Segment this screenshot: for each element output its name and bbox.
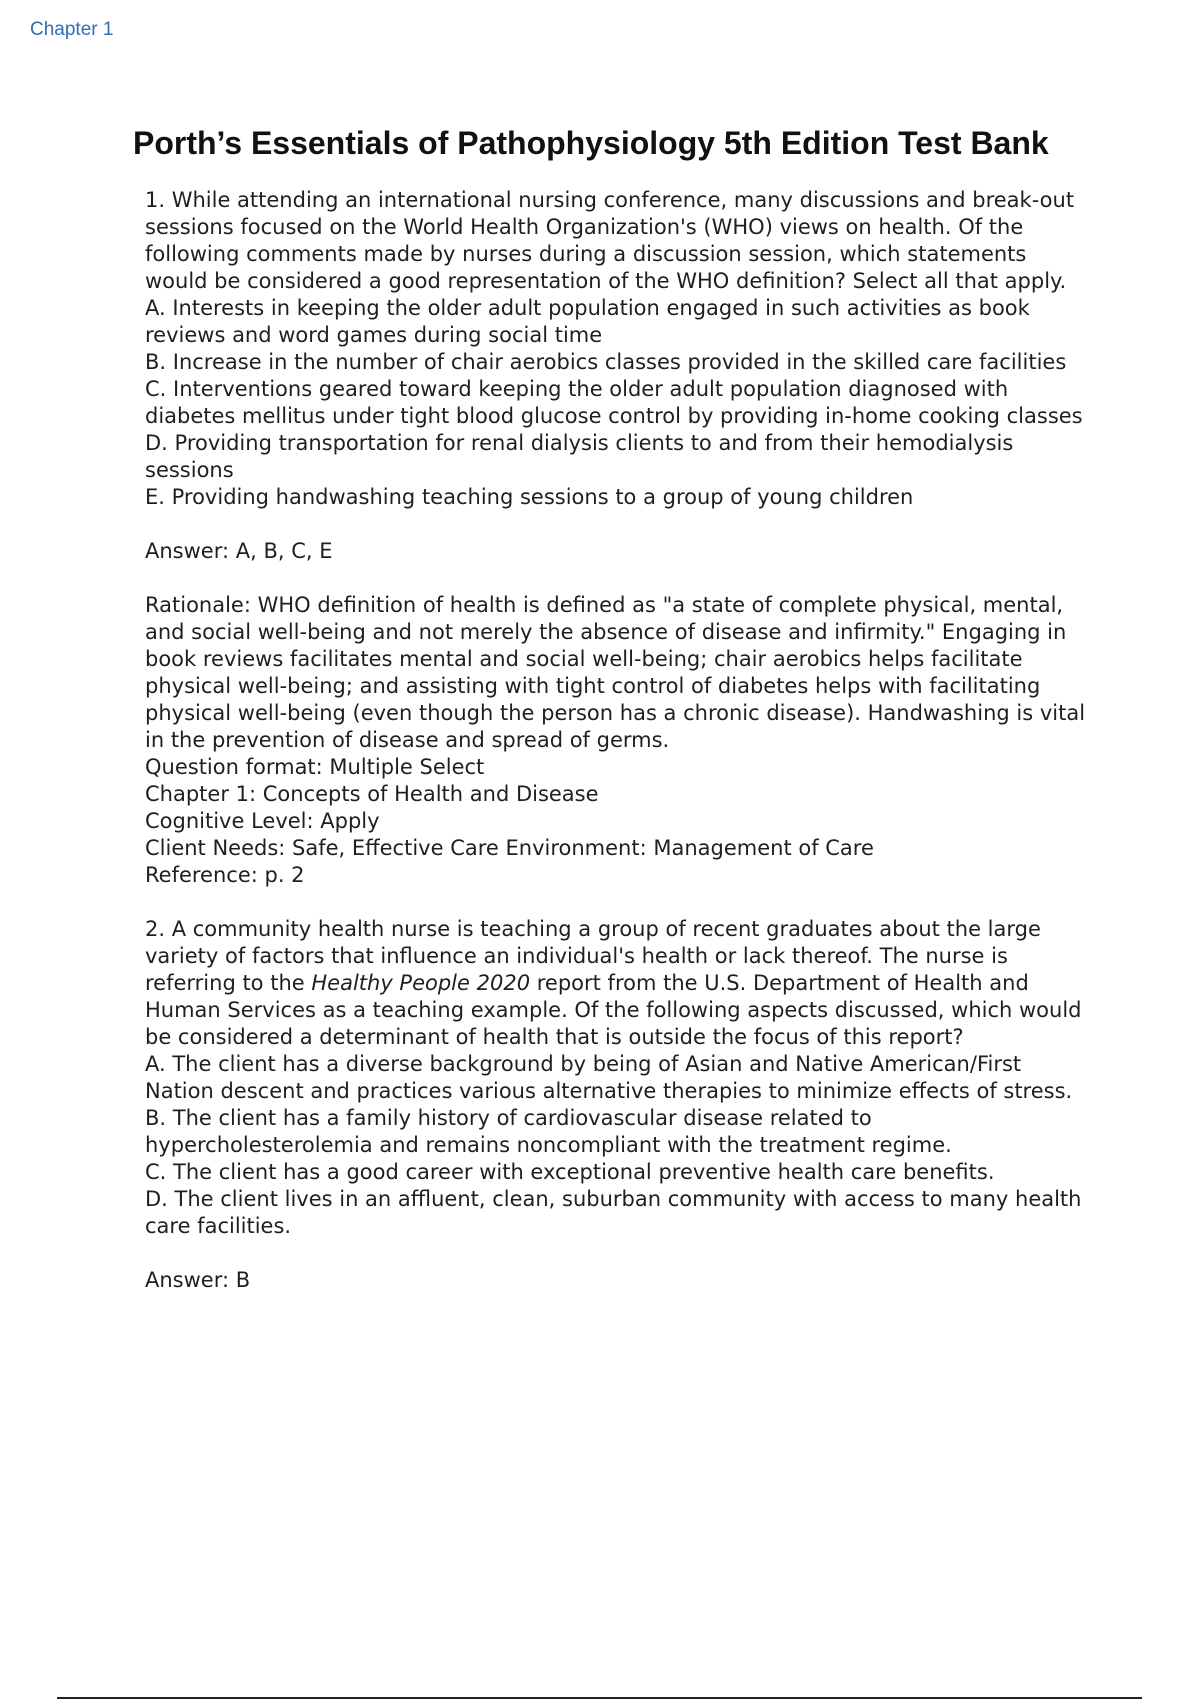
answer-key: Answer: A, B, C, E	[145, 539, 333, 563]
document-body	[145, 187, 1095, 1294]
question-stem-text: 2. A community health nurse is teaching a group of recent graduates about the large variety of factors that influence an individual's health or lack thereof. The nurse is referring to the	[145, 917, 1041, 995]
answer-option: D. Providing transportation for renal dialysis clients to and from their hemodialysis sessions	[145, 431, 1014, 482]
chapter-link[interactable]: Chapter 1	[30, 19, 114, 40]
question-format: Question format: Multiple Select	[145, 755, 485, 779]
answer-option: A. Interests in keeping the older adult population engaged in such activities as book reviews and word games during social time	[145, 296, 1030, 347]
rationale: Rationale: WHO definition of health is defined as "a state of complete physical, mental, and social well-being and not merely the absence of disease and infirmity." Engaging in book reviews facilitates mental and social well-being; chair aerobics helps facilitate physical well-being; and assisting with tight control of diabetes helps with facilitating physical well-being (even though the person has a chronic disease). Handwashing is vital in the prevention of disease and spread of germs.	[145, 593, 1086, 752]
answer-option: C. Interventions geared toward keeping the older adult population diagnosed with diabetes mellitus under tight blood glucose control by providing in-home cooking classes	[145, 377, 1083, 428]
question-block	[145, 916, 1095, 1294]
question-stem: 1. While attending an international nursing conference, many discussions and break-out sessions focused on the World Health Organization's (WHO) views on health. Of the following comments made by nurses during a discussion session, which statements would be considered a good representation of the WHO definition? Select all that apply.	[145, 188, 1075, 293]
page-reference: Reference: p. 2	[145, 863, 305, 887]
chapter-reference: Chapter 1: Concepts of Health and Disease	[145, 782, 599, 806]
cognitive-level: Cognitive Level: Apply	[145, 809, 380, 833]
answer-option: A. The client has a diverse background by being of Asian and Native American/First Nation descent and practices various alternative therapies to minimize effects of stress.	[145, 1052, 1073, 1103]
answer-option: B. Increase in the number of chair aerobics classes provided in the skilled care facilities	[145, 350, 1067, 374]
document-title: Porth’s Essentials of Pathophysiology 5th Edition Test Bank	[133, 125, 1049, 161]
question-stem	[145, 916, 1095, 1051]
report-title: Healthy People 2020	[311, 971, 531, 995]
question-stem-text: report from the U.S. Department of Health and Human Services as a teaching example. Of the following aspects discussed, which would be considered a determinant of health that is outside the focus of this report?	[145, 971, 1082, 1049]
question-block	[145, 187, 1095, 889]
client-needs: Client Needs: Safe, Effective Care Environment: Management of Care	[145, 836, 874, 860]
answer-option: C. The client has a good career with exceptional preventive health care benefits.	[145, 1160, 995, 1184]
footer-divider	[57, 1697, 1142, 1699]
answer-option: B. The client has a family history of cardiovascular disease related to hypercholesterolemia and remains noncompliant with the treatment regime.	[145, 1106, 952, 1157]
answer-option: E. Providing handwashing teaching sessions to a group of young children	[145, 485, 914, 509]
answer-key: Answer: B	[145, 1268, 251, 1292]
answer-option: D. The client lives in an affluent, clean, suburban community with access to many health care facilities.	[145, 1187, 1082, 1238]
